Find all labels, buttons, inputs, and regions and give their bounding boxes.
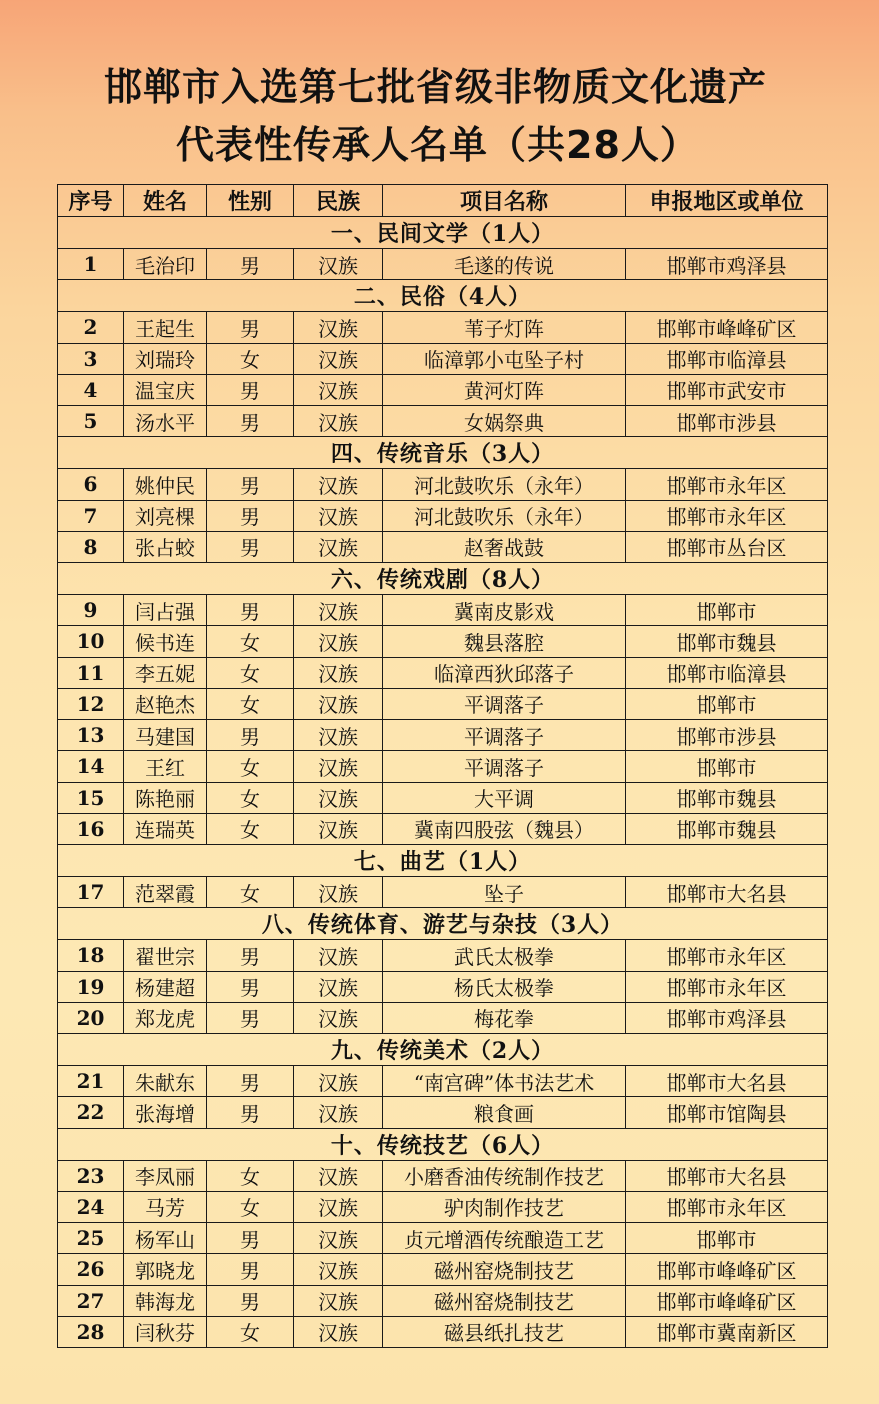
cell-project: 贞元增酒传统酿造工艺 <box>383 1223 626 1254</box>
cell-region: 邯郸市峰峰矿区 <box>626 1254 828 1285</box>
cell-ethnicity: 汉族 <box>294 1160 383 1191</box>
table-row <box>58 782 828 813</box>
cell-project: 临漳西狄邱落子 <box>383 657 626 688</box>
table-row <box>58 312 828 343</box>
cell-no: 6 <box>58 469 124 500</box>
cell-region: 邯郸市 <box>626 751 828 782</box>
cell-no: 2 <box>58 312 124 343</box>
inheritor-table <box>57 184 828 1348</box>
cell-gender: 女 <box>207 688 294 719</box>
cell-no: 5 <box>58 406 124 437</box>
cell-gender: 男 <box>207 720 294 751</box>
cell-region: 邯郸市峰峰矿区 <box>626 1285 828 1316</box>
table-row <box>58 940 828 971</box>
cell-no: 14 <box>58 751 124 782</box>
cell-project: 魏县落腔 <box>383 626 626 657</box>
cell-ethnicity: 汉族 <box>294 1191 383 1222</box>
cell-gender: 女 <box>207 877 294 908</box>
table-row <box>58 1160 828 1191</box>
category-row <box>58 908 828 940</box>
cell-gender: 女 <box>207 343 294 374</box>
cell-region: 邯郸市馆陶县 <box>626 1097 828 1128</box>
title-line-2: 代表性传承人名单（共28人） <box>176 123 699 167</box>
category-heading: 十、传统技艺（6人） <box>58 1128 828 1160</box>
cell-project: 平调落子 <box>383 751 626 782</box>
cell-region: 邯郸市 <box>626 1223 828 1254</box>
cell-gender: 男 <box>207 595 294 626</box>
cell-no: 1 <box>58 249 124 280</box>
category-heading: 二、民俗（4人） <box>58 280 828 312</box>
cell-project: 女娲祭典 <box>383 406 626 437</box>
cell-no: 13 <box>58 720 124 751</box>
cell-project: 小磨香油传统制作技艺 <box>383 1160 626 1191</box>
cell-region: 邯郸市涉县 <box>626 406 828 437</box>
cell-ethnicity: 汉族 <box>294 1254 383 1285</box>
cell-project: 大平调 <box>383 782 626 813</box>
cell-ethnicity: 汉族 <box>294 1285 383 1316</box>
cell-gender: 女 <box>207 813 294 844</box>
cell-gender: 女 <box>207 657 294 688</box>
cell-project: 粮食画 <box>383 1097 626 1128</box>
cell-ethnicity: 汉族 <box>294 940 383 971</box>
cell-name: 郭晓龙 <box>124 1254 207 1285</box>
cell-no: 15 <box>58 782 124 813</box>
category-heading: 七、曲艺（1人） <box>58 845 828 877</box>
cell-ethnicity: 汉族 <box>294 1097 383 1128</box>
table-body <box>58 217 828 1348</box>
table-row <box>58 1223 828 1254</box>
table-row <box>58 1097 828 1128</box>
cell-name: 温宝庆 <box>124 374 207 405</box>
cell-ethnicity: 汉族 <box>294 813 383 844</box>
table-row <box>58 657 828 688</box>
cell-project: 冀南皮影戏 <box>383 595 626 626</box>
cell-project: 河北鼓吹乐（永年） <box>383 469 626 500</box>
cell-name: 陈艳丽 <box>124 782 207 813</box>
cell-project: 苇子灯阵 <box>383 312 626 343</box>
cell-ethnicity: 汉族 <box>294 1066 383 1097</box>
cell-region: 邯郸市 <box>626 688 828 719</box>
cell-ethnicity: 汉族 <box>294 469 383 500</box>
cell-no: 22 <box>58 1097 124 1128</box>
cell-name: 姚仲民 <box>124 469 207 500</box>
cell-project: 赵奢战鼓 <box>383 531 626 562</box>
category-heading: 四、传统音乐（3人） <box>58 437 828 469</box>
cell-ethnicity: 汉族 <box>294 1316 383 1347</box>
cell-region: 邯郸市大名县 <box>626 877 828 908</box>
table-row <box>58 406 828 437</box>
cell-no: 3 <box>58 343 124 374</box>
cell-gender: 男 <box>207 531 294 562</box>
category-row <box>58 1128 828 1160</box>
cell-region: 邯郸市永年区 <box>626 500 828 531</box>
cell-name: 郑龙虎 <box>124 1002 207 1033</box>
table-row <box>58 343 828 374</box>
table-row <box>58 626 828 657</box>
cell-ethnicity: 汉族 <box>294 1002 383 1033</box>
cell-gender: 男 <box>207 500 294 531</box>
cell-no: 4 <box>58 374 124 405</box>
cell-gender: 男 <box>207 406 294 437</box>
table-row <box>58 469 828 500</box>
cell-region: 邯郸市鸡泽县 <box>626 1002 828 1033</box>
cell-name: 李凤丽 <box>124 1160 207 1191</box>
cell-region: 邯郸市魏县 <box>626 782 828 813</box>
category-row <box>58 1034 828 1066</box>
cell-name: 候书连 <box>124 626 207 657</box>
cell-project: 河北鼓吹乐（永年） <box>383 500 626 531</box>
page-title <box>0 58 879 174</box>
title-line-1: 邯郸市入选第七批省级非物质文化遗产 <box>104 65 768 109</box>
category-heading: 九、传统美术（2人） <box>58 1034 828 1066</box>
cell-no: 26 <box>58 1254 124 1285</box>
cell-project: 黄河灯阵 <box>383 374 626 405</box>
table-row <box>58 688 828 719</box>
cell-gender: 男 <box>207 1285 294 1316</box>
cell-no: 23 <box>58 1160 124 1191</box>
cell-gender: 男 <box>207 374 294 405</box>
cell-name: 韩海龙 <box>124 1285 207 1316</box>
cell-project: 梅花拳 <box>383 1002 626 1033</box>
cell-project: 磁州窑烧制技艺 <box>383 1254 626 1285</box>
cell-region: 邯郸市永年区 <box>626 1191 828 1222</box>
cell-region: 邯郸市临漳县 <box>626 343 828 374</box>
cell-project: 磁州窑烧制技艺 <box>383 1285 626 1316</box>
cell-gender: 男 <box>207 1097 294 1128</box>
category-row <box>58 280 828 312</box>
header-cell-project: 项目名称 <box>383 185 626 217</box>
cell-ethnicity: 汉族 <box>294 595 383 626</box>
cell-project: 武氏太极拳 <box>383 940 626 971</box>
cell-gender: 男 <box>207 1066 294 1097</box>
cell-project: 坠子 <box>383 877 626 908</box>
cell-gender: 男 <box>207 1002 294 1033</box>
cell-project: 驴肉制作技艺 <box>383 1191 626 1222</box>
cell-gender: 女 <box>207 626 294 657</box>
cell-gender: 男 <box>207 971 294 1002</box>
cell-region: 邯郸市丛台区 <box>626 531 828 562</box>
cell-no: 10 <box>58 626 124 657</box>
header-cell-gender: 性别 <box>207 185 294 217</box>
cell-ethnicity: 汉族 <box>294 531 383 562</box>
cell-region: 邯郸市冀南新区 <box>626 1316 828 1347</box>
cell-ethnicity: 汉族 <box>294 626 383 657</box>
cell-name: 毛治印 <box>124 249 207 280</box>
table-row <box>58 720 828 751</box>
cell-gender: 男 <box>207 312 294 343</box>
header-cell-name: 姓名 <box>124 185 207 217</box>
cell-ethnicity: 汉族 <box>294 374 383 405</box>
header-cell-ethnicity: 民族 <box>294 185 383 217</box>
cell-no: 16 <box>58 813 124 844</box>
cell-no: 21 <box>58 1066 124 1097</box>
cell-no: 7 <box>58 500 124 531</box>
cell-project: 平调落子 <box>383 688 626 719</box>
category-row <box>58 217 828 249</box>
cell-region: 邯郸市峰峰矿区 <box>626 312 828 343</box>
cell-region: 邯郸市永年区 <box>626 940 828 971</box>
cell-name: 翟世宗 <box>124 940 207 971</box>
cell-region: 邯郸市涉县 <box>626 720 828 751</box>
cell-name: 赵艳杰 <box>124 688 207 719</box>
cell-no: 27 <box>58 1285 124 1316</box>
cell-region: 邯郸市武安市 <box>626 374 828 405</box>
cell-gender: 女 <box>207 751 294 782</box>
cell-project: 临漳郭小屯坠子村 <box>383 343 626 374</box>
cell-project: 冀南四股弦（魏县） <box>383 813 626 844</box>
cell-gender: 男 <box>207 249 294 280</box>
cell-name: 刘亮棵 <box>124 500 207 531</box>
cell-no: 25 <box>58 1223 124 1254</box>
header-cell-no: 序号 <box>58 185 124 217</box>
table-row <box>58 1316 828 1347</box>
cell-region: 邯郸市临漳县 <box>626 657 828 688</box>
cell-no: 8 <box>58 531 124 562</box>
category-row <box>58 437 828 469</box>
cell-ethnicity: 汉族 <box>294 406 383 437</box>
cell-region: 邯郸市永年区 <box>626 469 828 500</box>
table-row <box>58 751 828 782</box>
category-row <box>58 563 828 595</box>
header-cell-region: 申报地区或单位 <box>626 185 828 217</box>
cell-no: 11 <box>58 657 124 688</box>
cell-no: 9 <box>58 595 124 626</box>
cell-ethnicity: 汉族 <box>294 877 383 908</box>
cell-ethnicity: 汉族 <box>294 720 383 751</box>
cell-no: 19 <box>58 971 124 1002</box>
cell-ethnicity: 汉族 <box>294 500 383 531</box>
cell-gender: 男 <box>207 469 294 500</box>
cell-gender: 女 <box>207 1316 294 1347</box>
cell-gender: 男 <box>207 940 294 971</box>
cell-name: 刘瑞玲 <box>124 343 207 374</box>
cell-no: 17 <box>58 877 124 908</box>
cell-name: 杨建超 <box>124 971 207 1002</box>
cell-project: “南宫碑”体书法艺术 <box>383 1066 626 1097</box>
table-row <box>58 877 828 908</box>
table-row <box>58 971 828 1002</box>
cell-project: 磁县纸扎技艺 <box>383 1316 626 1347</box>
cell-project: 杨氏太极拳 <box>383 971 626 1002</box>
cell-gender: 男 <box>207 1223 294 1254</box>
cell-name: 闫占强 <box>124 595 207 626</box>
cell-name: 王起生 <box>124 312 207 343</box>
cell-name: 汤水平 <box>124 406 207 437</box>
cell-region: 邯郸市魏县 <box>626 626 828 657</box>
cell-ethnicity: 汉族 <box>294 312 383 343</box>
category-heading: 八、传统体育、游艺与杂技（3人） <box>58 908 828 940</box>
cell-ethnicity: 汉族 <box>294 249 383 280</box>
cell-ethnicity: 汉族 <box>294 782 383 813</box>
category-row <box>58 845 828 877</box>
cell-name: 王红 <box>124 751 207 782</box>
cell-gender: 女 <box>207 1191 294 1222</box>
category-heading: 六、传统戏剧（8人） <box>58 563 828 595</box>
table-row <box>58 500 828 531</box>
cell-no: 18 <box>58 940 124 971</box>
cell-region: 邯郸市 <box>626 595 828 626</box>
table-row <box>58 1285 828 1316</box>
cell-gender: 女 <box>207 782 294 813</box>
table-row <box>58 1066 828 1097</box>
cell-gender: 女 <box>207 1160 294 1191</box>
cell-no: 28 <box>58 1316 124 1347</box>
cell-region: 邯郸市大名县 <box>626 1066 828 1097</box>
cell-ethnicity: 汉族 <box>294 971 383 1002</box>
cell-name: 张海增 <box>124 1097 207 1128</box>
cell-name: 马建国 <box>124 720 207 751</box>
cell-no: 20 <box>58 1002 124 1033</box>
table-row <box>58 595 828 626</box>
table-row <box>58 249 828 280</box>
table-row <box>58 1191 828 1222</box>
cell-no: 12 <box>58 688 124 719</box>
cell-name: 张占蛟 <box>124 531 207 562</box>
cell-name: 范翠霞 <box>124 877 207 908</box>
cell-region: 邯郸市鸡泽县 <box>626 249 828 280</box>
cell-name: 闫秋芬 <box>124 1316 207 1347</box>
category-heading: 一、民间文学（1人） <box>58 217 828 249</box>
cell-gender: 男 <box>207 1254 294 1285</box>
cell-project: 平调落子 <box>383 720 626 751</box>
cell-ethnicity: 汉族 <box>294 343 383 374</box>
cell-name: 马芳 <box>124 1191 207 1222</box>
cell-name: 李五妮 <box>124 657 207 688</box>
cell-ethnicity: 汉族 <box>294 657 383 688</box>
header-row <box>58 185 828 217</box>
cell-ethnicity: 汉族 <box>294 1223 383 1254</box>
cell-ethnicity: 汉族 <box>294 751 383 782</box>
cell-region: 邯郸市魏县 <box>626 813 828 844</box>
cell-name: 杨军山 <box>124 1223 207 1254</box>
cell-ethnicity: 汉族 <box>294 688 383 719</box>
cell-project: 毛遂的传说 <box>383 249 626 280</box>
cell-region: 邯郸市永年区 <box>626 971 828 1002</box>
cell-region: 邯郸市大名县 <box>626 1160 828 1191</box>
table-row <box>58 1254 828 1285</box>
table-row <box>58 813 828 844</box>
table-row <box>58 531 828 562</box>
table-row <box>58 374 828 405</box>
table-row <box>58 1002 828 1033</box>
cell-name: 连瑞英 <box>124 813 207 844</box>
cell-no: 24 <box>58 1191 124 1222</box>
cell-name: 朱献东 <box>124 1066 207 1097</box>
